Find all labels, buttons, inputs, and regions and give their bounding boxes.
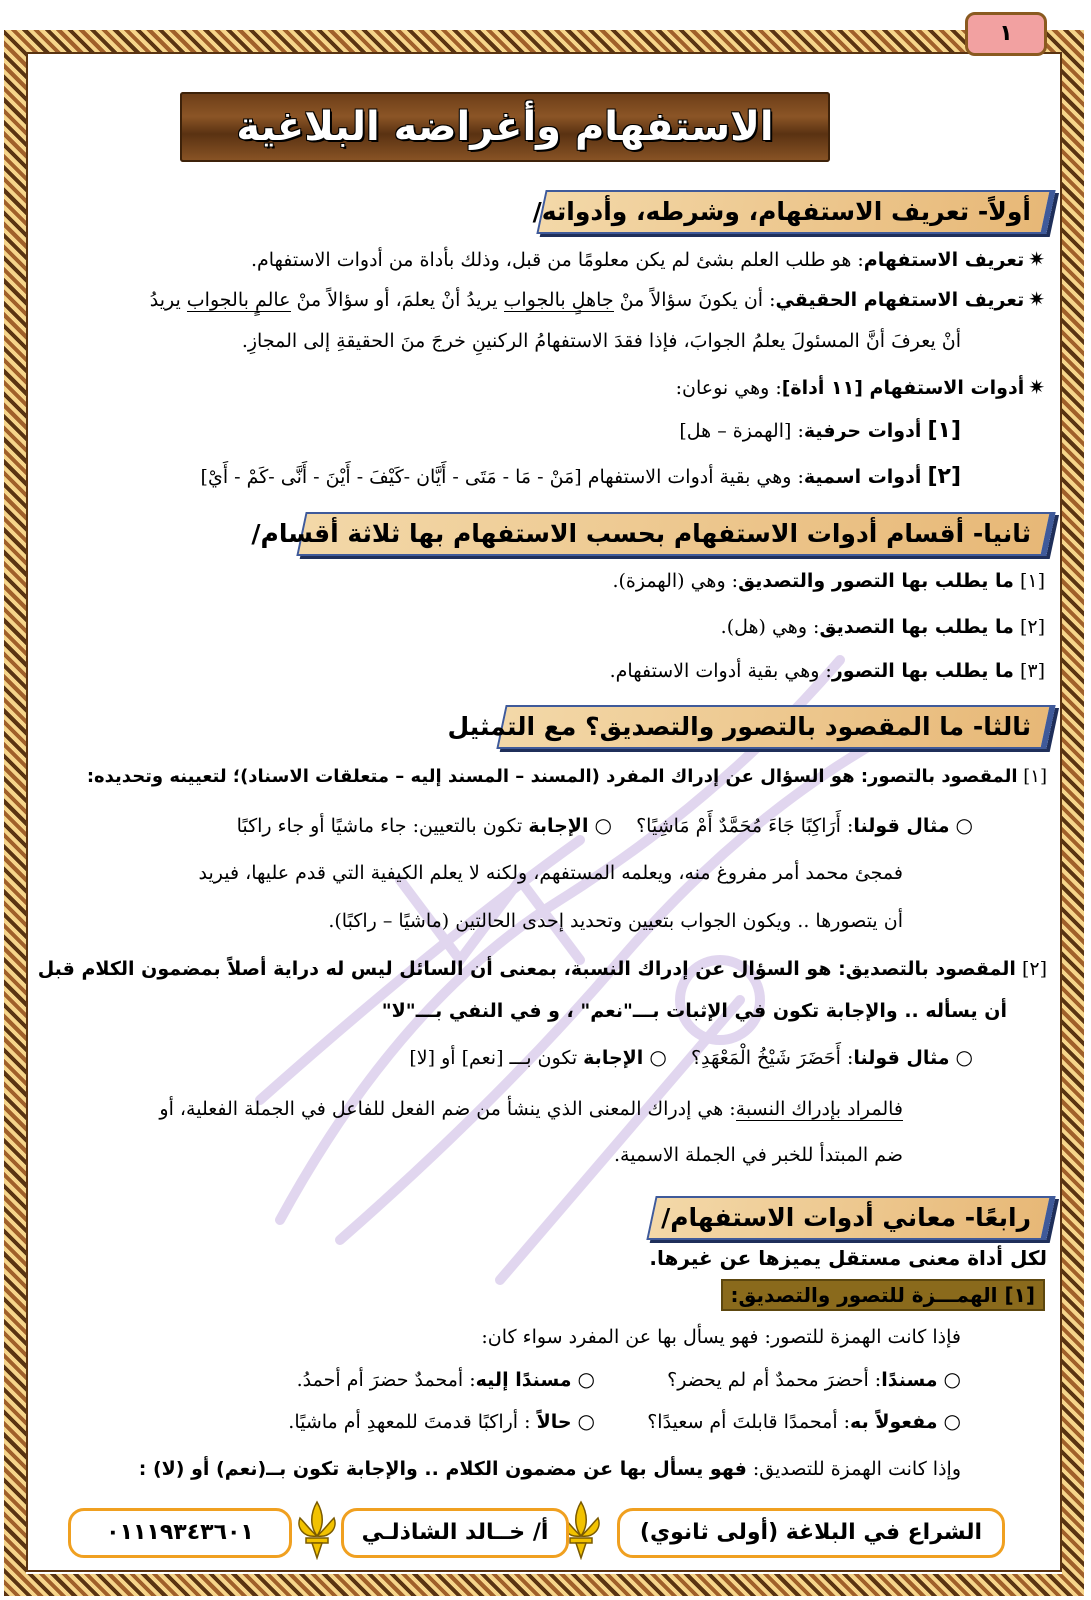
example-row-2-left [288, 1406, 595, 1437]
category-term: ما يطلب بها التصور والتصديق [738, 570, 1014, 592]
nisba-explanation-2: ضم المبتدأ للخبر في الجملة الاسمية. [614, 1144, 903, 1166]
tasdiq-definition [38, 954, 1047, 984]
tasawwur-definition [87, 762, 1047, 792]
letter-tools-text: : [الهمزة – هل] [679, 420, 804, 442]
nisba-text: : هي إدراك المعنى الذي ينشأ من ضم الفعل للفاعل في الجملة الفعلية، أو [159, 1098, 736, 1120]
page-number-badge: ١ [965, 12, 1047, 56]
tasdiq-term: المقصود بالتصديق [845, 958, 1016, 980]
noun-tools-label: أدوات اسمية [803, 466, 922, 488]
tasdiq-text: : هو السؤال عن إدراك النسبة، بمعنى أن السائل ليس له دراية أصلاً بمضمون الكلام قبل [37, 958, 846, 980]
footer-phone: ٠١١١٩٣٤٣٦٠١ [68, 1508, 292, 1558]
tasdiq-definition-2: أن يسأله .. والإجابة تكون في الإثبات بـــ"نعم" ، و في النفي بـــ"لا" [381, 1000, 1007, 1022]
section-heading-1-text: أولاً- تعريف الاستفهام، وشرطه، وأدواته/ [532, 197, 1031, 226]
example-text: : أَرَاكِبًا جَاءَ مُحَمَّدٌ أَمْ مَاشِيًا؟ [636, 815, 854, 837]
circle-bullet-icon: ○ [649, 1045, 667, 1069]
answer-label: الإجابة [528, 815, 589, 837]
example-text: : أمحمدًا قابلتَ أم سعيدًا؟ [647, 1411, 851, 1433]
circle-bullet-icon: ○ [577, 1409, 595, 1433]
example-label: مثال قولنا [853, 815, 950, 837]
real-definition-text-b: يريدُ أنْ يعلمَ، أو سؤالاً منْ [290, 289, 504, 311]
circle-bullet-icon: ○ [955, 1045, 973, 1069]
tasawwur-text: : هو السؤال عن إدراك المفرد (المسند – المسند إليه – متعلقات الاسناد)؛ لتعيينه وتحديده: [86, 766, 869, 787]
item-number: [٢] [1021, 958, 1047, 980]
section-4-intro: لكل أداة معنى مستقل يميزها عن غيرها. [649, 1246, 1047, 1270]
item-number: [٢] [927, 464, 961, 489]
real-definition-line-2: أنْ يعرفَ أنَّ المسئولَ يعلمُ الجوابَ، فإذا فقدَ الاستفهامُ الركنينِ خرجَ منَ الحقيقةِ إلى المجازِ. [241, 330, 961, 352]
item-number: [١] [1023, 766, 1047, 787]
tools-term: أدوات الاستفهام [١١ أداة] [781, 377, 1025, 399]
hamza-tasawwur-line: فإذا كانت الهمزة للتصور: فهو يسأل بها عن المفرد سواء كان: [481, 1326, 961, 1348]
section-heading-4-text: رابعًا- معاني أدوات الاستفهام/ [661, 1203, 1031, 1232]
category-item [721, 612, 1045, 642]
underlined-phrase: جاهلٍ بالجواب [503, 289, 614, 311]
real-definition-term: تعريف الاستفهام الحقيقي [775, 289, 1025, 311]
section-heading-2 [251, 512, 1055, 556]
circle-bullet-icon: ○ [594, 813, 612, 837]
category-text: : وهي (الهمزة). [612, 570, 739, 592]
example-text: : أراكبًا قدمتَ للمعهدِ أم ماشيًا. [288, 1411, 537, 1433]
tasawwur-term: المقصود بالتصور [868, 766, 1018, 787]
footer-author: أ/ خــالد الشاذلـي [341, 1508, 569, 1558]
category-item [610, 656, 1045, 686]
footer-book-title: الشراع في البلاغة (أولى ثانوي) [617, 1508, 1005, 1558]
category-term: ما يطلب بها التصديق [819, 616, 1014, 638]
noun-tools-line [201, 462, 961, 492]
section-heading-3 [447, 705, 1055, 749]
real-definition-text-a: : أن يكونَ سؤالاً منْ [613, 289, 776, 311]
star-bullet-icon: ✷ [1028, 247, 1045, 271]
example-label: مفعولاً به [850, 1411, 938, 1433]
category-text: : وهي بقية أدوات الاستفهام. [609, 660, 832, 682]
example-text: : أحضرَ محمدٌ أم لم يحضر؟ [667, 1369, 882, 1391]
letter-tools-label: أدوات حرفية [803, 420, 922, 442]
item-number: [٣] [1019, 660, 1045, 682]
letter-tools-line [679, 416, 961, 446]
real-definition-line [150, 284, 1045, 315]
example-label: حالاً [536, 1411, 572, 1433]
underlined-phrase: عالمٍ بالجواب [186, 289, 291, 311]
real-definition-text-c: يريدُ [149, 289, 187, 311]
item-number: [١] [927, 418, 961, 443]
hamza-subheading: [١] الهمـــزة للتصور والتصديق: [721, 1279, 1045, 1311]
tools-line [676, 372, 1045, 403]
answer-text: تكون بالتعيين: جاء ماشيًا أو جاء راكبًا [236, 815, 529, 837]
example-text: : أَحَضَرَ شَيْخُ الْمَعْهَدِ؟ [690, 1047, 854, 1069]
answer-label: الإجابة [583, 1047, 644, 1069]
example-label: مسندًا [881, 1369, 938, 1391]
item-number: [٢] [1019, 616, 1045, 638]
nisba-term: فالمراد بإدراك النسبة [735, 1098, 903, 1120]
star-bullet-icon: ✷ [1028, 375, 1045, 399]
hamza-tasdiq-lead: وإذا كانت الهمزة للتصديق: [746, 1458, 961, 1480]
example-row-1 [667, 1364, 961, 1395]
category-item [612, 566, 1045, 596]
fleur-de-lis-icon [292, 1500, 342, 1560]
nisba-explanation [159, 1094, 903, 1124]
definition-line [251, 244, 1045, 275]
section-heading-4 [646, 1196, 1055, 1240]
circle-bullet-icon: ○ [955, 813, 973, 837]
hamza-tasdiq-text: فهو يسأل بها عن مضمون الكلام .. والإجابة تكون بــ(نعم) أو (لا) : [138, 1458, 747, 1480]
section-heading-2-text: ثانيا- أقسام أدوات الاستفهام بحسب الاستفهام بها ثلاثة أقسام/ [251, 519, 1031, 548]
example-1-explanation: فمجئ محمد أمر مفروغ منه، ويعلمه المستفهم، ولكنه لا يعلم الكيفية التي قدم عليها، فيريد [198, 862, 903, 884]
definition-term: تعريف الاستفهام [863, 249, 1025, 271]
example-row-2 [647, 1406, 961, 1437]
section-heading-1 [532, 190, 1055, 234]
example-text: : أمحمدٌ حضرَ أم أحمدُ. [296, 1369, 476, 1391]
example-label: مثال قولنا [853, 1047, 950, 1069]
category-text: : وهي (هل). [720, 616, 820, 638]
example-1-line [237, 810, 973, 841]
page-title: الاستفهام وأغراضه البلاغية [180, 92, 830, 162]
example-1-explanation-2: أن يتصورها .. ويكون الجواب بتعيين وتحديد إحدى الحالتين (ماشيًا – راكبًا). [328, 910, 903, 932]
example-2-line [409, 1042, 973, 1073]
definition-text: : هو طلب العلم بشئ لم يكن معلومًا من قبل، وذلك بأداة من أدوات الاستفهام. [250, 249, 864, 271]
tools-text: : وهي نوعان: [675, 377, 782, 399]
star-bullet-icon: ✷ [1028, 287, 1045, 311]
category-term: ما يطلب بها التصور [831, 660, 1014, 682]
answer-text: تكون بـــ [نعم] أو [لا] [409, 1047, 584, 1069]
example-row-1-left [297, 1364, 595, 1395]
item-number: [١] [1019, 570, 1045, 592]
example-label: مسندًا إليه [475, 1369, 572, 1391]
hamza-tasdiq-line [139, 1454, 961, 1484]
circle-bullet-icon: ○ [577, 1367, 595, 1391]
section-heading-3-text: ثالثا- ما المقصود بالتصور والتصديق؟ مع التمثيل [447, 712, 1031, 741]
circle-bullet-icon: ○ [943, 1409, 961, 1433]
noun-tools-text: : وهي بقية أدوات الاستفهام [مَنْ - مَا - مَتَى - أَيَّان -كَيْفَ - أَيْنَ - أَنَّى -كَمْ - أَيْ] [200, 466, 804, 488]
circle-bullet-icon: ○ [943, 1367, 961, 1391]
